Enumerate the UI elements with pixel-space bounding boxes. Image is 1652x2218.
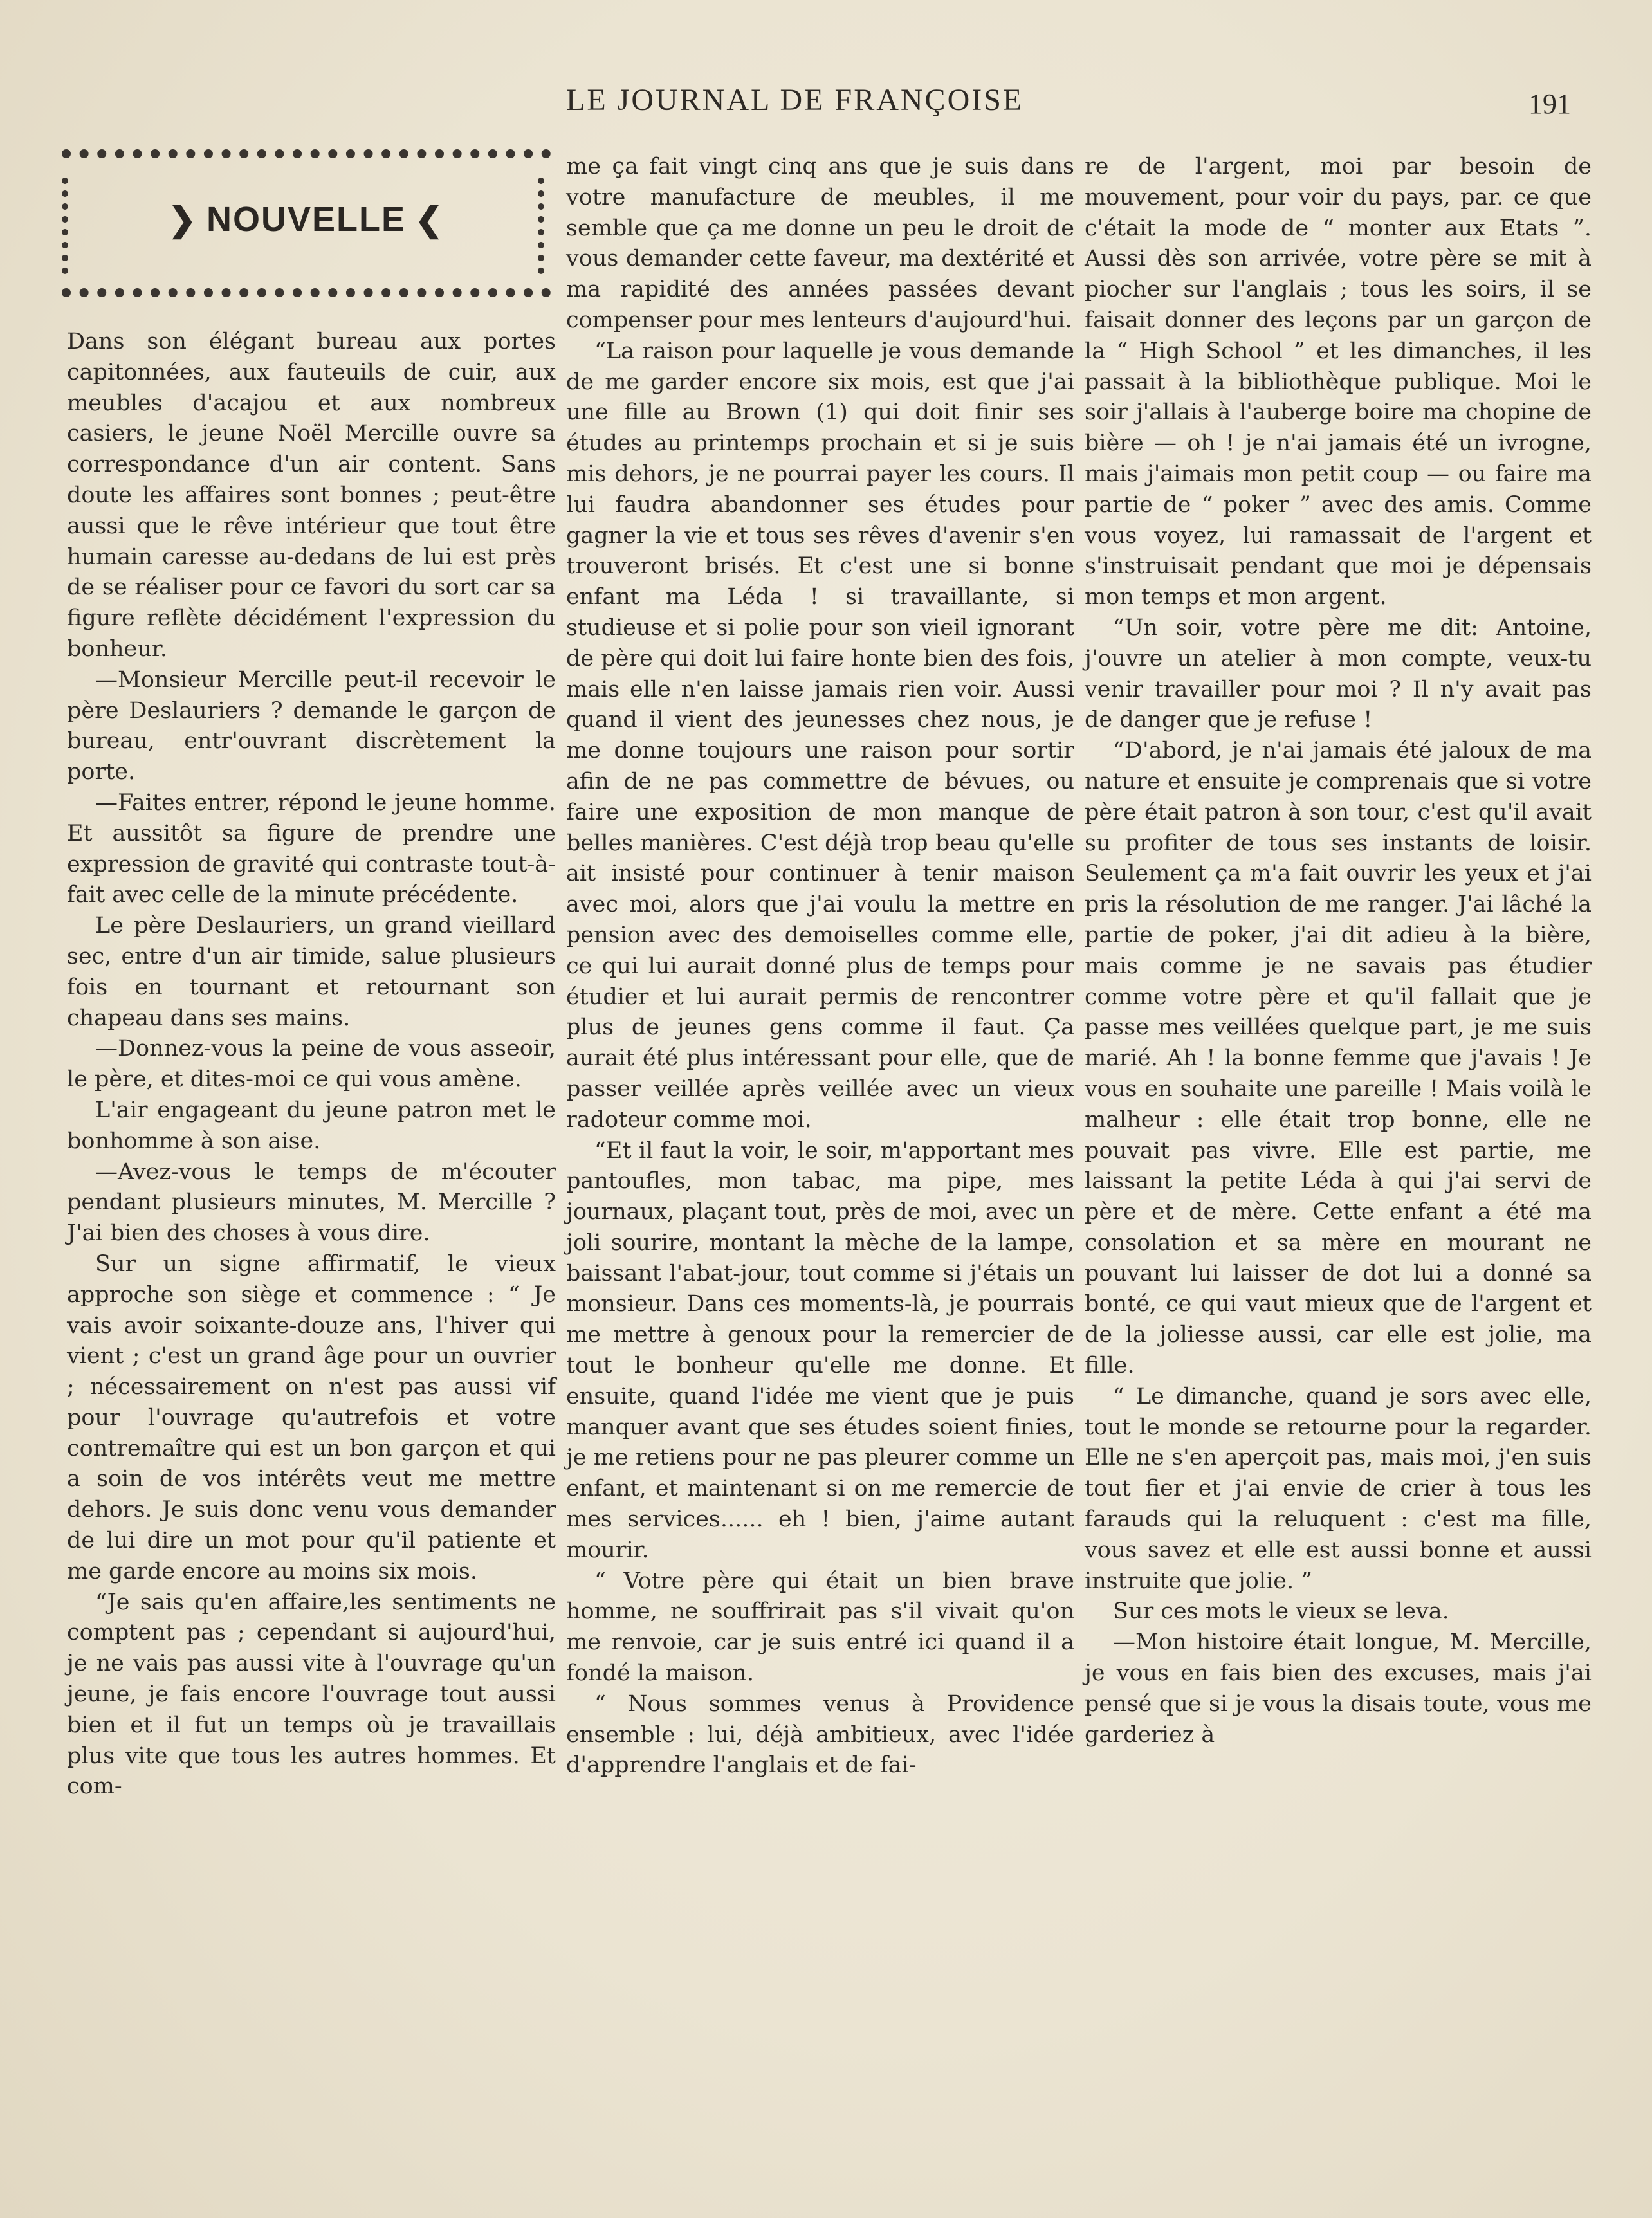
text-column-3 [1085, 152, 1592, 1750]
section-title: NOUVELLE [206, 200, 407, 239]
paragraph: —Donnez-vous la peine de vous asseoir, le père, et dites-moi ce qui vous amène. [67, 1036, 556, 1093]
paragraph: “ Nous sommes venus à Providence ensemble : lui, déjà ambitieux, avec l'idée d'apprendre l'anglais et de fai- [566, 1691, 1074, 1779]
paragraph: —Faites entrer, répond le jeune homme. Et aussitôt sa figure de prendre une expression de gravité qui contraste tout-à-fait avec celle de la minute précédente. [67, 789, 556, 908]
section-heading-frame [62, 149, 551, 297]
paragraph: me ça fait vingt cinq ans que je suis dans votre manufacture de meubles, il me semble que ça me donne un peu le droit de vous demander cette faveur, ma dextérité et ma rapidité des années passées devant compenser pour mes lenteurs d'aujourd'hui. [566, 154, 1074, 333]
paragraph: Sur ces mots le vieux se leva. [1113, 1599, 1449, 1625]
paragraph: Dans son élégant bureau aux portes capitonnées, aux fauteuils de cuir, aux meubles d'acajou et aux nombreux casiers, le jeune Noël Mercille ouvre sa correspondance d'un air content. Sans doute les affaires sont bonnes ; peut-être aussi que le rêve intérieur que tout être humain caresse au-dedans de lui est près de se réaliser pour ce favori du sort car sa figure reflète décidément l'expression du bonheur. [67, 329, 556, 662]
section-heading [62, 199, 551, 239]
page-header [0, 82, 1652, 134]
paragraph: re de l'argent, moi par besoin de mouvement, pour voir du pays, par. ce que c'était la mode de “ monter aux Etats ”. Aussi dès son arrivée, votre père se mit à piocher sur l'anglais ; tous les soirs, il se faisait donner des leçons par un garçon de la “ High School ” et les dimanches, il les passait à la bibliothèque publique. Moi le soir j'allais à l'auberge boire ma chopine de bière — oh ! je n'ai jamais été un ivrogne, mais j'aimais mon petit coup — ou faire ma partie de “ poker ” avec des amis. Comme vous voyez, lui ramassait de l'argent et s'instruisait pendant que moi je dépensais mon temps et mon argent. [1085, 154, 1592, 610]
paragraph: “Et il faut la voir, le soir, m'apportant mes pantoufles, mon tabac, ma pipe, mes journaux, plaçant tout, près de moi, avec un joli sourire, montant la mèche de la lampe, baissant l'abat-jour, tout comme si j'étais un monsieur. Dans ces moments-là, je pourrais me mettre à genoux pour la remercier de tout le bonheur qu'elle me donne. Et ensuite, quand l'idée me vient que je puis manquer avant que ses études soient finies, je me retiens pour ne pas pleurer comme un enfant, et maintenant si on me remercie de mes services...... eh ! bien, j'aime autant mourir. [566, 1137, 1074, 1563]
paragraph: “D'abord, je n'ai jamais été jaloux de ma nature et ensuite je comprenais que si votre père était patron à son tour, c'est qu'il avait su profiter de tous ses instants de loisir. Seulement ça m'a fait ouvrir les yeux et j'ai pris la résolution de me ranger. J'ai lâché la partie de poker, j'ai dit adieu à la bière, mais comme je ne savais pas étudier comme votre père et qu'il fallait que je passe mes veillées quelque part, je me suis marié. Ah ! la bonne femme que j'avais ! Je vous en souhaite une pareille ! Mais voilà le malheur : elle était trop bonne, elle ne pouvait pas vivre. Elle est partie, me laissant la petite Léda à qui j'ai servi de père et de mère. Cette enfant a été ma consolation et sa mère en mourant ne pouvant lui laisser de dot lui a donné sa bonté, ce qui vaut mieux que de l'argent et de la joliesse aussi, car elle est jolie, ma fille. [1085, 738, 1592, 1379]
paragraph: “La raison pour laquelle je vous demande de me garder encore six mois, est que j'ai une fille au Brown (1) qui doit finir ses études au printemps prochain et si je suis mis dehors, je ne pourrai payer les cours. Il lui faudra abandonner ses études pour gagner la vie et tous ses rêves d'avenir s'en trouveront brisés. Et c'est une si bonne enfant ma Léda ! si travaillante, si studieuse et si polie pour son vieil ignorant de père qui doit lui faire honte bien des fois, mais elle n'en laisse jamais rien voir. Aussi quand il vient des jeunesses chez nous, je me donne toujours une raison pour sortir afin de ne pas commettre de bévues, ou faire une exposition de mon manque de belles manières. C'est déjà trop beau qu'elle ait insisté pour continuer à tenir maison avec moi, alors que j'ai voulu la mettre en pension avec des demoiselles comme elle, ce qui lui aurait donné plus de temps pour étudier et lui aurait permis de rencontrer plus de jeunes gens comme il faut. Ça aurait été plus intéressant pour elle, que de passer veillée après veillée avec un vieux radoteur comme moi. [566, 338, 1074, 1133]
paragraph: “Je sais qu'en affaire,les sentiments ne comptent pas ; cependant si aujourd'hui, je ne vais pas aussi vite à l'ouvrage qu'un jeune, je fais encore l'ouvrage tout aussi bien et il fut un temps où je travaillais plus vite que tous les autres hommes. Et com- [67, 1589, 556, 1800]
paragraph: Le père Deslauriers, un grand vieillard sec, entre d'un air timide, salue plusieurs fois en tournant et retournant son chapeau dans ses mains. [67, 913, 556, 1031]
paragraph: Sur un signe affirmatif, le vieux approche son siège et commence : “ Je vais avoir soixante-douze ans, l'hiver qui vient ; c'est un grand âge pour un ouvrier ; nécessairement on n'est pas aussi vif pour l'ouvrage qu'autrefois et votre contremaître qui est un bon garçon et qui a soin de vos intérêts veut me mettre dehors. Je suis donc venu vous demander de lui dire un mot pour qu'il patiente et me garde encore au moins six mois. [67, 1251, 556, 1584]
right-ornament-icon: ❮ [415, 201, 445, 239]
paragraph: —Monsieur Mercille peut-il recevoir le père Deslauriers ? demande le garçon de bureau, entr'ouvrant discrètement la porte. [67, 666, 556, 785]
left-ornament-icon: ❯ [168, 201, 197, 239]
paragraph: —Avez-vous le temps de m'écouter pendant plusieurs minutes, M. Mercille ? J'ai bien des choses à vous dire. [67, 1159, 556, 1247]
page-number: 191 [1528, 88, 1571, 120]
paragraph: “ Votre père qui était un bien brave homme, ne souffrirait pas s'il vivait qu'on me renvoie, car je suis entré ici quand il a fondé la maison. [566, 1568, 1074, 1687]
paragraph: L'air engageant du jeune patron met le bonhomme à son aise. [67, 1097, 556, 1154]
text-column-2 [566, 152, 1074, 1781]
paragraph: —Mon histoire était longue, M. Mercille, je vous en fais bien des excuses, mais j'ai pensé que si je vous la disais toute, vous me garderiez à [1085, 1629, 1592, 1748]
text-column-1 [67, 327, 556, 1802]
paragraph: “Un soir, votre père me dit: Antoine, j'ouvre un atelier à mon compte, veux-tu venir travailler pour moi ? Il n'y avait pas de danger que je refuse ! [1085, 614, 1592, 733]
paragraph: “ Le dimanche, quand je sors avec elle, tout le monde se retourne pour la regarder. Elle ne s'en aperçoit pas, mais moi, j'en suis tout fier et j'ai envie de crier à tous les farauds qui la reluquent : c'est ma fille, vous savez et elle est aussi bonne et aussi instruite que jolie. ” [1085, 1383, 1592, 1594]
running-title: LE JOURNAL DE FRANÇOISE [566, 83, 1024, 117]
